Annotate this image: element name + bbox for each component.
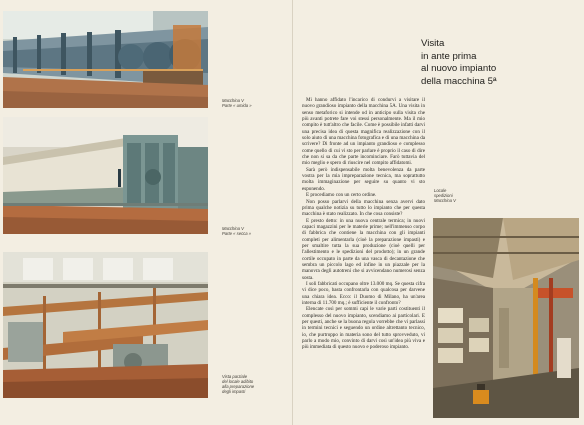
- body-paragraph: Non posso parlarvi della macchina senza avervi dato prima qualche notizia su tutto lo impianto che per questa macchina è stato realizzato. In che cosa consiste?: [302, 198, 425, 218]
- caption-line: Vista parziale: [222, 374, 248, 379]
- caption-line: Macchina V: [222, 98, 244, 103]
- photo-machine-wet-part: [3, 11, 208, 108]
- body-paragraph: Sarà però indispensabile molta benevolenza da parte vostra per la mia impreparazione tecnica, ma soprattutto molta immaginazione per seguire su quanto vi sto esponendo.: [302, 166, 425, 192]
- caption-line: Macchina V: [434, 198, 456, 203]
- body-paragraph: Mi hanno affidato l'incarico di condurvi a visitare il nuovo grandioso impianto della macchina 5A. Una visita in senso metaforico si intende od in anticipo sulla visita che più avanti potrete fare voi stessi personalmente. Ma il mio compito è tutt'altro che facile. Come è possibile infatti darvi una precisa idea di questa magnifica realizzazione con il solo aiuto di una macchina fotografica e di una macchina da scrivere? Di fronte ad un impianto grandioso e complesso come quello di cui vi sto per parlare è proprio il caso di dire che non si sa da che parte incominciare. Farò tuttavia del mio meglio e spero di riuscire nel compito affidatomi.: [302, 97, 425, 167]
- caption-line: Parte « secca »: [222, 231, 252, 236]
- photo-shipping-warehouse: [433, 218, 579, 418]
- caption-machine-dry-part: [222, 226, 251, 236]
- caption-line: del locale adibito: [222, 379, 254, 384]
- caption-warehouse: [434, 188, 456, 203]
- page-fold: [292, 0, 293, 425]
- caption-line: degli impasti: [222, 389, 246, 394]
- caption-machine-wet-part: [222, 98, 252, 108]
- body-paragraph: E procediamo con un certo ordine.: [306, 192, 377, 199]
- caption-line: alla preparazione: [222, 384, 255, 389]
- caption-pulp-preparation: [222, 374, 254, 394]
- caption-line: spedizioni: [434, 193, 453, 198]
- headline-line: Visita: [421, 38, 445, 49]
- headline-line: al nuovo impianto: [421, 63, 497, 74]
- body-paragraph: Elencate così per sommi capi le varie parti costituenti il complesso del nuovo impianto, scendiamo ai particolari. E per questi, anche se la buona regola vorrebbe che vi parlassi in termini tecnici e seguendo un ordine altrettanto tecnico, io, che purtroppo in materia sono del tutto sprovveduto, vi parlo a modo mio, convinto di darvi così un'idea più viva e più immediata di questo nuovo e poderoso impianto.: [302, 306, 425, 351]
- article-headline: [421, 38, 571, 88]
- caption-line: Parte « umida »: [222, 103, 252, 108]
- headline-line: in ante prima: [421, 50, 477, 62]
- photo-pulp-preparation: [3, 252, 208, 398]
- headline-line: della macchina 5ª: [421, 75, 497, 87]
- caption-line: Macchina V: [222, 226, 244, 231]
- photo-machine-dry-part: [3, 117, 208, 234]
- body-paragraph: I soli fabbricati occupano oltre 13.000 mq. Se questa cifra vi dice poco, basta confrontarla con qualcosa per darvene una chiara idea. Ecco: il Duomo di Milano, ha un'area interna di 11.700 mq.; è sufficiente il confronto?: [302, 280, 425, 306]
- body-paragraph: E presto detto: in una nuova centrale termica; in nuovi capaci magazzini per le materie prime; nell'immenso corpo di fabbrica che contiene la macchina con gli impianti completi per alimentarla (cioè la preparazione impasti) e per smaltire tutta la sua produzione (cioè quelli per l'allestimento e le spedizioni del prodotto); in un grande cortile occupato in parte da una vasca di decantazione che sembra un piccolo lago ed infine in un piazzale per la manovra degli autotreni che si avvicendano numerosi senza sosta.: [302, 217, 425, 281]
- article-body: [302, 97, 425, 397]
- caption-line: Locale: [434, 188, 447, 193]
